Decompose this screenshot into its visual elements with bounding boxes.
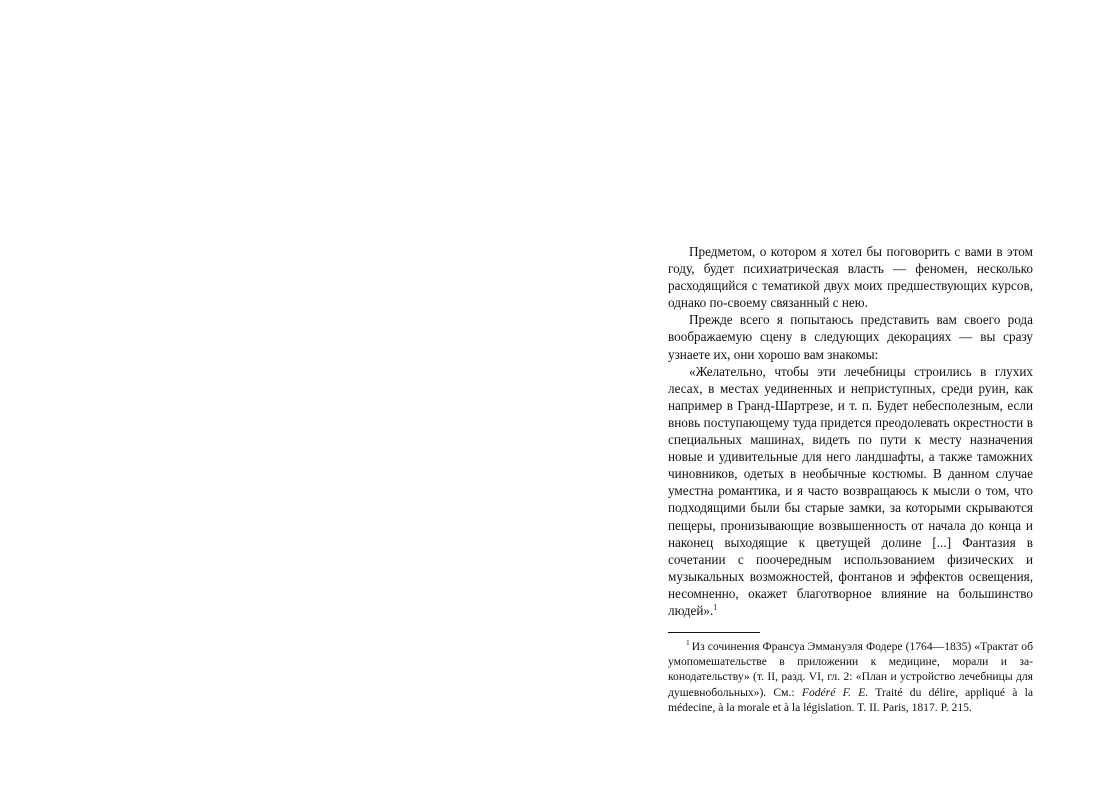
paragraph-1: Предметом, о котором я хотел бы поговорить с вами в этом году, будет психиатрическая власть — феномен, несколько расходящийся с тематикой двух моих предшествующих курсов, однако по-своему связанный с нею. — [668, 244, 1033, 311]
footnote-text-start: Из сочинения Франсуа Эммануэля Фодере (1764—1835) «Трактат об умопомешательстве в приложении к медицине, морали и законодательству» (т. II, разд. VI, гл. 2: «План и устройство лечебницы для душевнобольных»). См.: — [668, 640, 1033, 699]
footnote-reference[interactable]: 1 — [713, 602, 718, 612]
footnote-number: 1 — [686, 638, 690, 648]
footnote-author: Fodéré F. E. — [801, 685, 869, 699]
text-column — [668, 243, 1033, 715]
footnote-text-end: Traité du délire, appliqué à la médecine, à la morale et à la législation. T. II. Paris, 1817. P. 215. — [668, 685, 1033, 714]
block-quote — [668, 363, 1033, 619]
footnote-divider — [668, 632, 760, 633]
paragraph-2: Прежде всего я попытаюсь представить вам своего рода воображаемую сцену в следующих декорациях — вы сразу узнаете их, они хорошо вам знакомы: — [668, 312, 1033, 362]
quote-text: «Желательно, чтобы эти лечебницы строились в глухих лесах, в местах уединенных и неприступных, среди руин, как например в Гранд-Шартрезе, и т. п. Будет небесполезным, если вновь поступающему туда придется преодолевать окрестности в специальных машинах, видеть по пути к месту назначения новые и удивительные для него ландшафты, а также таможних чиновников, одетых в необычные костюмы. В данном случае уместна романтика, и я часто возвращаюсь к мысли о том, что подходящими были бы старые замки, за которыми скрываются пещеры, пронизывающие возвышенность от начала до конца и наконец выходящие к цветущей долине [...] Фантазия в сочетании с поочередным использованием физических и музыкальных возможностей, фонтанов и эффектов освещения, несомненно, окажет благотворное влияние на большинство людей». — [668, 363, 1033, 618]
footnote — [668, 639, 1033, 715]
